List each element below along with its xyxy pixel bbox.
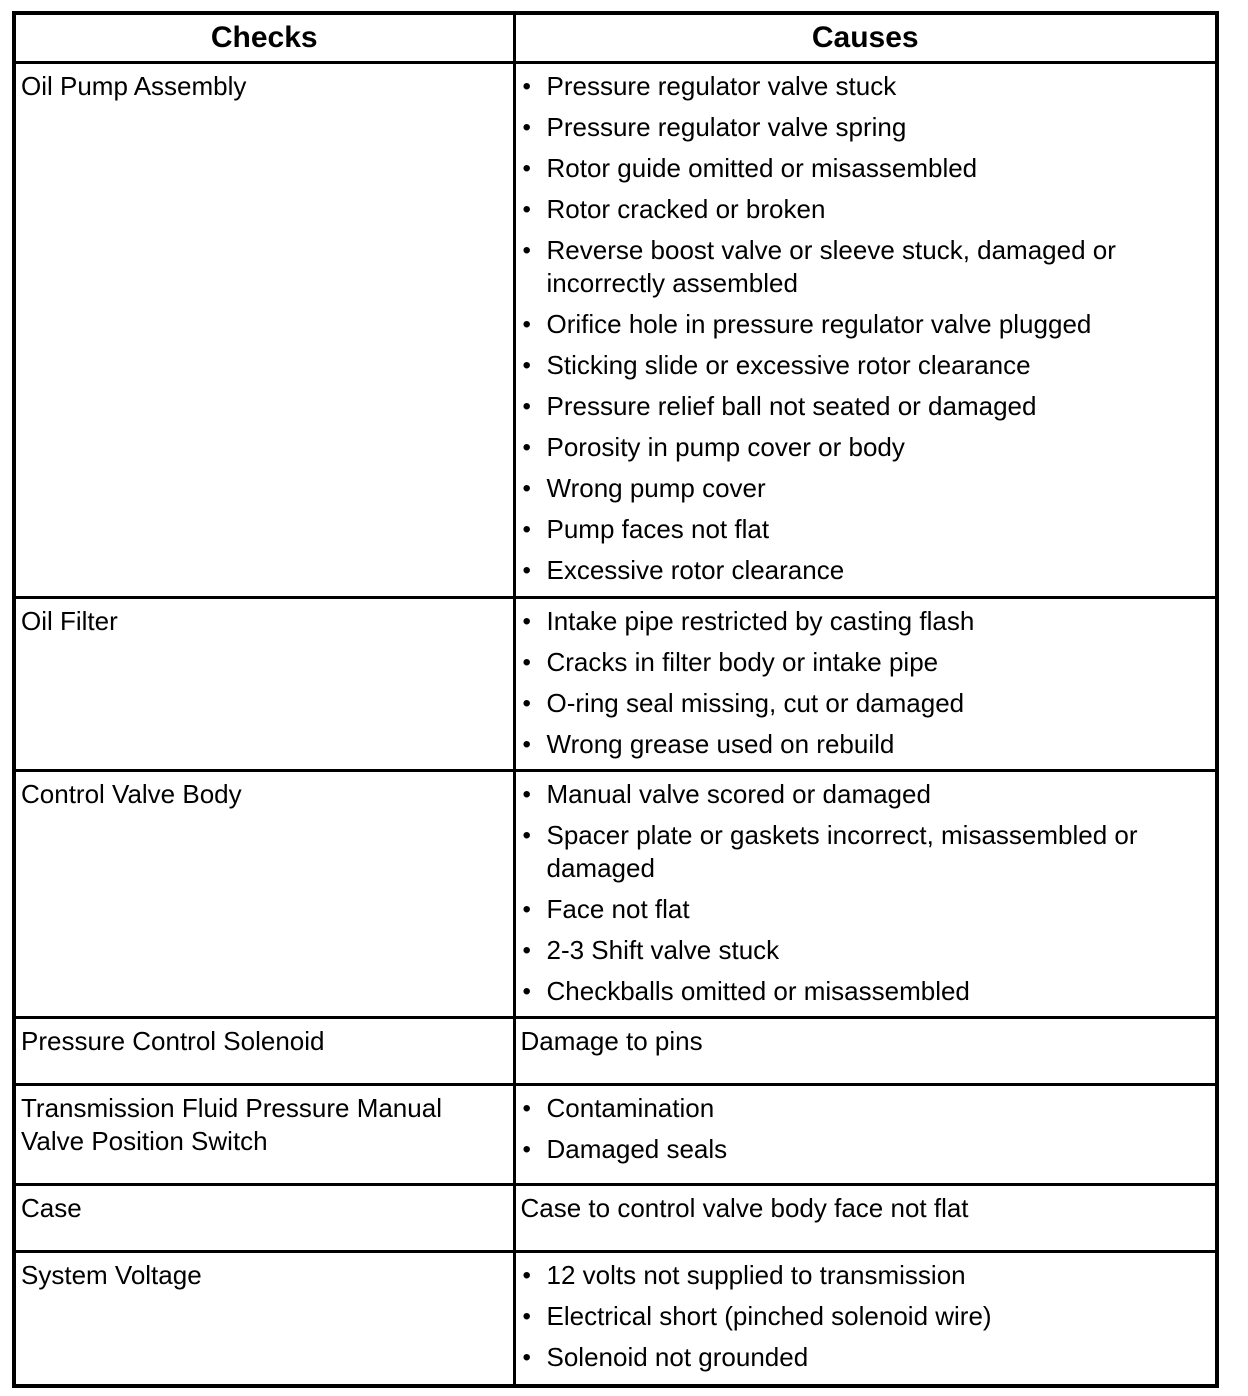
bullet-icon: • (522, 978, 531, 1005)
cause-list (516, 1253, 1216, 1382)
cause-list (516, 599, 1216, 769)
cause-text: Orifice hole in pressure regulator valve plugged (546, 309, 1092, 339)
cause-item (521, 1133, 1210, 1166)
bullet-icon: • (522, 937, 531, 964)
bullet-icon: • (522, 608, 531, 635)
check-cell (14, 1185, 514, 1252)
cause-list (516, 1086, 1216, 1174)
cause-item (521, 1092, 1210, 1125)
bullet-icon: • (522, 352, 531, 379)
cause-text: Contamination (546, 1093, 715, 1123)
bullet-icon: • (522, 196, 531, 223)
table-row (14, 1018, 1217, 1085)
cause-text: Electrical short (pinched solenoid wire) (546, 1301, 992, 1331)
cause-item (521, 687, 1210, 720)
cause-item (521, 152, 1210, 185)
cause-item (521, 193, 1210, 226)
cause-text: Intake pipe restricted by casting flash (546, 606, 975, 636)
check-label: Oil Pump Assembly (21, 71, 247, 101)
check-label: Pressure Control Solenoid (21, 1026, 325, 1056)
check-label: Case (21, 1193, 82, 1223)
bullet-icon: • (522, 516, 531, 543)
cause-item (521, 390, 1210, 423)
cause-item (521, 893, 1210, 926)
cause-text: Reverse boost valve or sleeve stuck, damaged or incorrectly assembled (546, 235, 1116, 298)
table-row (14, 1252, 1217, 1387)
check-cell (14, 598, 514, 771)
cause-item (521, 646, 1210, 679)
table-row (14, 1085, 1217, 1185)
bullet-icon: • (522, 822, 531, 849)
cause-text: Face not flat (546, 894, 690, 924)
bullet-icon: • (522, 1136, 531, 1163)
table-row (14, 598, 1217, 771)
check-cell (14, 771, 514, 1018)
check-label: Transmission Fluid Pressure Manual Valve Position Switch (21, 1093, 442, 1156)
cause-text: Case to control valve body face not flat (520, 1193, 969, 1223)
cause-item (521, 111, 1210, 144)
cause-text: 2-3 Shift valve stuck (546, 935, 780, 965)
cause-list (516, 772, 1216, 1016)
bullet-icon: • (522, 434, 531, 461)
cause-text: O-ring seal missing, cut or damaged (546, 688, 965, 718)
check-cell (14, 63, 514, 598)
causes-cell (514, 63, 1217, 598)
cause-text: Spacer plate or gaskets incorrect, misassembled or damaged (546, 820, 1138, 883)
cause-item (521, 472, 1210, 505)
cause-item (521, 431, 1210, 464)
cause-text: Pressure relief ball not seated or damaged (546, 391, 1037, 421)
bullet-icon: • (522, 649, 531, 676)
bullet-icon: • (522, 1303, 531, 1330)
bullet-icon: • (522, 731, 531, 758)
check-label: Oil Filter (21, 606, 118, 636)
cause-text: Pressure regulator valve stuck (546, 71, 897, 101)
cause-item (521, 1300, 1210, 1333)
cause-list (516, 64, 1216, 595)
cause-text: Solenoid not grounded (546, 1342, 809, 1372)
causes-cell (514, 1018, 1217, 1085)
cause-text: Rotor guide omitted or misassembled (546, 153, 978, 183)
bullet-icon: • (522, 1344, 531, 1371)
diagnosis-table (12, 11, 1219, 1388)
cause-text: 12 volts not supplied to transmission (546, 1260, 966, 1290)
bullet-icon: • (522, 73, 531, 100)
check-cell (14, 1252, 514, 1387)
cause-text: Wrong grease used on rebuild (546, 729, 895, 759)
causes-header: Causes (514, 13, 1217, 63)
cause-text: Damaged seals (546, 1134, 728, 1164)
cause-item (521, 513, 1210, 546)
cause-item (521, 975, 1210, 1008)
cause-text: Wrong pump cover (546, 473, 766, 503)
table-row (14, 1185, 1217, 1252)
checks-header: Checks (14, 13, 514, 63)
header-row (14, 13, 1217, 63)
cause-item (521, 605, 1210, 638)
cause-item (521, 819, 1210, 885)
bullet-icon: • (522, 114, 531, 141)
cause-text: Rotor cracked or broken (546, 194, 826, 224)
cause-text: Manual valve scored or damaged (546, 779, 931, 809)
bullet-icon: • (522, 475, 531, 502)
cause-item (521, 554, 1210, 587)
cause-text: Damage to pins (520, 1026, 703, 1056)
cause-item (521, 728, 1210, 761)
bullet-icon: • (522, 1095, 531, 1122)
check-cell (14, 1018, 514, 1085)
bullet-icon: • (522, 155, 531, 182)
check-cell (14, 1085, 514, 1185)
cause-item (521, 308, 1210, 341)
check-label: Control Valve Body (21, 779, 242, 809)
bullet-icon: • (522, 311, 531, 338)
cause-text: Pump faces not flat (546, 514, 770, 544)
cause-text: Sticking slide or excessive rotor clearance (546, 350, 1031, 380)
causes-cell (514, 598, 1217, 771)
bullet-icon: • (522, 690, 531, 717)
causes-cell (514, 1252, 1217, 1387)
bullet-icon: • (522, 393, 531, 420)
table-row (14, 63, 1217, 598)
check-label: System Voltage (21, 1260, 202, 1290)
causes-cell (514, 771, 1217, 1018)
cause-item (521, 778, 1210, 811)
cause-item (521, 1259, 1210, 1292)
causes-cell (514, 1185, 1217, 1252)
cause-item (521, 934, 1210, 967)
cause-item (521, 234, 1210, 300)
cause-item (521, 1341, 1210, 1374)
cause-text: Porosity in pump cover or body (546, 432, 905, 462)
cause-item (521, 70, 1210, 103)
cause-text: Cracks in filter body or intake pipe (546, 647, 939, 677)
cause-item (521, 349, 1210, 382)
causes-cell (514, 1085, 1217, 1185)
bullet-icon: • (522, 781, 531, 808)
cause-text: Excessive rotor clearance (546, 555, 845, 585)
bullet-icon: • (522, 896, 531, 923)
bullet-icon: • (522, 557, 531, 584)
cause-text: Pressure regulator valve spring (546, 112, 907, 142)
bullet-icon: • (522, 237, 531, 264)
bullet-icon: • (522, 1262, 531, 1289)
table-row (14, 771, 1217, 1018)
cause-text: Checkballs omitted or misassembled (546, 976, 970, 1006)
